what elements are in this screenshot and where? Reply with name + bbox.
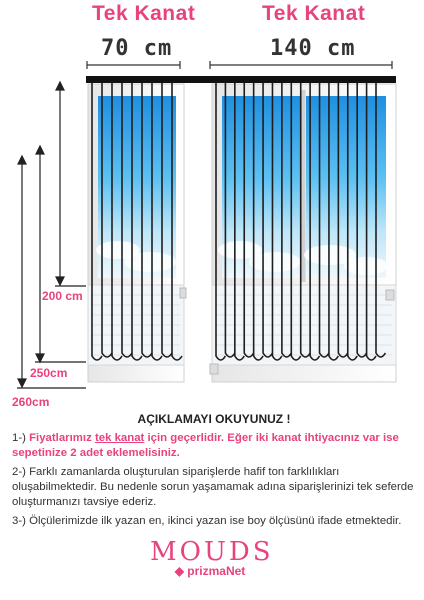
notes-title: AÇIKLAMAYI OKUYUNUZ !: [137, 412, 291, 426]
brand-name: MOUDS: [150, 537, 274, 567]
height-label-260: 260cm: [12, 395, 50, 409]
right-panel-label: Tek Kanat: [262, 2, 366, 25]
note-item-2: 2-) Farklı zamanlarda oluşturulan siparişlerde hafif ton farklılıkları oluşabilmektedir. Bu nedenle sorun yaşamamak adına siparişlerinizi tek seferde oluşturmanızı tavsiye ederiz.: [12, 466, 414, 508]
height-indicators: [17, 82, 86, 388]
curtain-rod: [86, 76, 396, 83]
brand-sub-text: prizmaNet: [187, 564, 246, 578]
note-1-part-b: tek kanat: [94, 432, 145, 444]
height-label-250: 250cm: [30, 366, 68, 380]
prizma-icon: ◆: [174, 564, 184, 578]
right-window: [210, 84, 396, 382]
note-1-prefix: 1-): [12, 432, 30, 444]
width-dimension-lines: [87, 61, 392, 69]
note-item-3: 3-) Ölçülerimizde ilk yazan en, ikinci yazan ise boy ölçüsünü ifade etmektedir.: [12, 515, 402, 527]
left-panel-label: Tek Kanat: [92, 2, 196, 25]
description-notes: [12, 412, 416, 533]
note-1-part-c: için geçerlidir. Eğer iki kanat ihtiyacınız var ise sepetinize 2 adet eklemelisiniz.: [12, 432, 399, 459]
brand-logo: [150, 537, 274, 578]
note-item-1: [12, 431, 416, 461]
height-label-200: 200 cm: [42, 289, 83, 303]
left-width-dimension: 70 cm: [101, 36, 173, 61]
right-width-dimension: 140 cm: [270, 36, 356, 61]
note-1-part-a: Fiyatlarımız: [29, 432, 95, 444]
